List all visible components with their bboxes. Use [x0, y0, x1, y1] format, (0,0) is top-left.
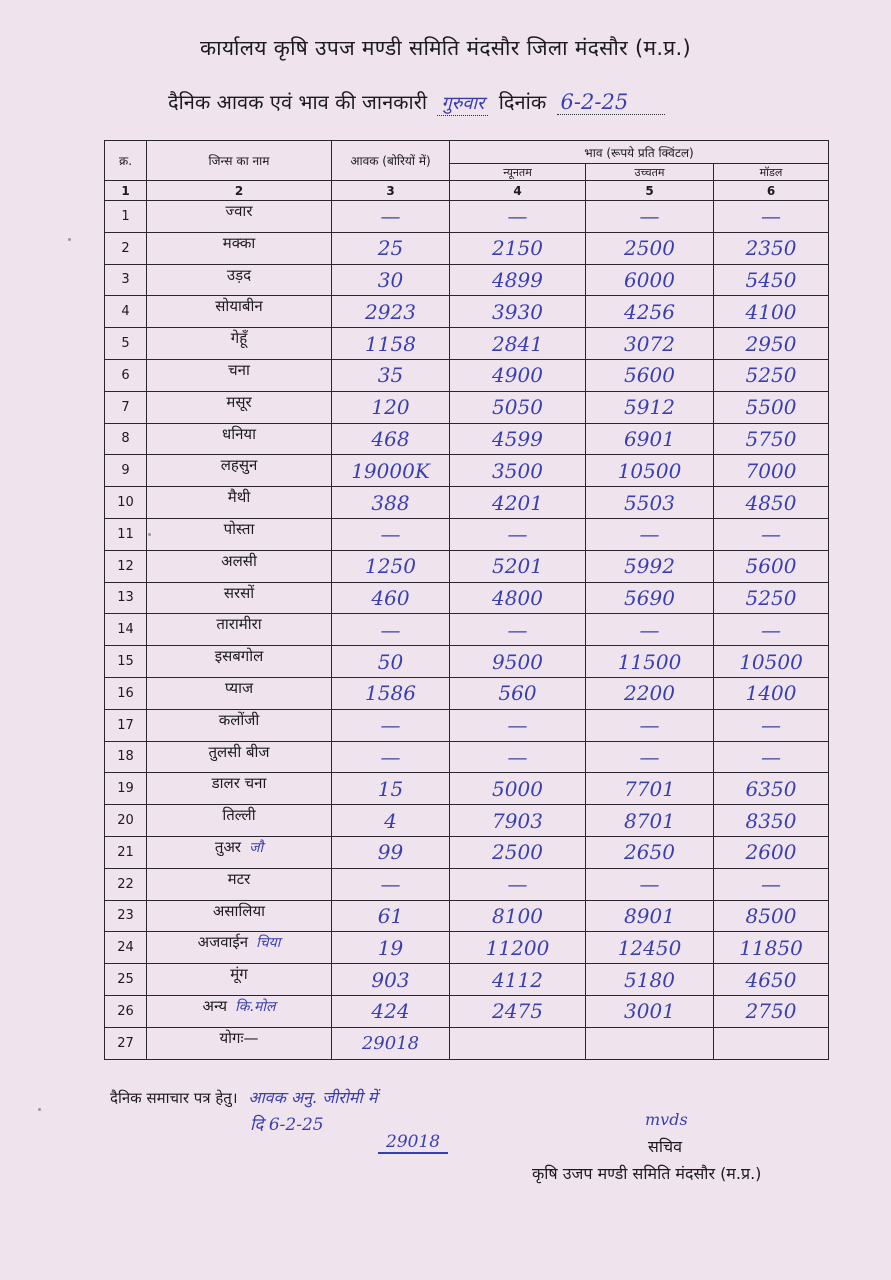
modal-price: 7000 [714, 455, 829, 487]
table-row [105, 423, 829, 455]
arrival-value: 1250 [332, 550, 450, 582]
paper-speck [38, 1108, 41, 1111]
commodity-name [147, 836, 332, 868]
min-price: 4899 [450, 264, 586, 296]
commodity-name-text: मैथी [227, 488, 251, 507]
table-row [105, 995, 829, 1027]
max-price: 11500 [586, 646, 714, 678]
arrival-value: 19 [332, 932, 450, 964]
commodity-name-text: सरसों [223, 583, 255, 602]
commodity-name-text: इसबगोल [214, 647, 264, 666]
serial-number: 27 [105, 1027, 147, 1059]
header-modal: मॉडल [714, 164, 829, 181]
min-price: — [450, 868, 586, 900]
modal-price: 2600 [714, 836, 829, 868]
commodity-name-text: अलसी [221, 551, 257, 570]
min-price: 560 [450, 677, 586, 709]
commodity-name-text: गेहूँ [230, 329, 248, 348]
arrival-value: 61 [332, 900, 450, 932]
modal-price: 5250 [714, 359, 829, 391]
total-arrival: 29018 [332, 1027, 450, 1059]
serial-number: 13 [105, 582, 147, 614]
commodity-name [147, 201, 332, 233]
max-price: 8701 [586, 805, 714, 837]
serial-number: 2 [105, 232, 147, 264]
commodity-rows [105, 201, 829, 1060]
min-price: 2500 [450, 836, 586, 868]
commodity-name-text: मूंग [230, 965, 248, 984]
max-price: — [586, 868, 714, 900]
table-row [105, 518, 829, 550]
modal-price: 10500 [714, 646, 829, 678]
serial-number: 6 [105, 359, 147, 391]
arrival-value: — [332, 201, 450, 233]
serial-number: 16 [105, 677, 147, 709]
serial-number: 15 [105, 646, 147, 678]
commodity-name-text: असालिया [212, 901, 266, 920]
min-price: 3930 [450, 296, 586, 328]
max-price: — [586, 614, 714, 646]
commodity-name [147, 359, 332, 391]
table-row [105, 201, 829, 233]
min-price: 4900 [450, 359, 586, 391]
min-price: 2841 [450, 328, 586, 360]
date-handwritten: 6-2-25 [557, 90, 665, 115]
serial-number: 4 [105, 296, 147, 328]
table-row [105, 646, 829, 678]
arrival-value: 4 [332, 805, 450, 837]
modal-price: 2750 [714, 995, 829, 1027]
arrival-value: — [332, 868, 450, 900]
commodity-name-text: प्याज [224, 678, 254, 697]
max-price: 8901 [586, 900, 714, 932]
commodity-name-text: लहसुन [220, 456, 258, 475]
commodity-name-text: मक्का [222, 233, 256, 252]
commodity-name [147, 932, 332, 964]
commodity-name [147, 582, 332, 614]
commodity-name-text: उड़द [226, 265, 252, 284]
table-row [105, 264, 829, 296]
table-row [105, 932, 829, 964]
commodity-name-note: चिया [256, 935, 281, 952]
max-price: 2650 [586, 836, 714, 868]
total-row [105, 1027, 829, 1059]
modal-price: — [714, 518, 829, 550]
table-row [105, 359, 829, 391]
serial-number: 8 [105, 423, 147, 455]
modal-price: 4650 [714, 964, 829, 996]
commodity-name-text: ज्वार [225, 202, 253, 220]
commodity-name [147, 677, 332, 709]
modal-price: 5500 [714, 391, 829, 423]
modal-price: 4850 [714, 487, 829, 519]
min-price: 5201 [450, 550, 586, 582]
organization-label: कृषि उजप मण्डी समिति मंदसौर (म.प्र.) [532, 1164, 762, 1183]
max-price: 6000 [586, 264, 714, 296]
table-row [105, 614, 829, 646]
serial-number: 19 [105, 773, 147, 805]
max-price: 5690 [586, 582, 714, 614]
commodity-name-text: पोस्ता [223, 519, 255, 538]
min-price: — [450, 614, 586, 646]
serial-number: 11 [105, 518, 147, 550]
commodity-name-note: जौ [249, 839, 264, 856]
modal-price: 5450 [714, 264, 829, 296]
arrival-value: 99 [332, 836, 450, 868]
arrival-value: 460 [332, 582, 450, 614]
min-price: 9500 [450, 646, 586, 678]
modal-price: 6350 [714, 773, 829, 805]
table-row [105, 677, 829, 709]
modal-price: 2950 [714, 328, 829, 360]
max-price: 6901 [586, 423, 714, 455]
date-label: दिनांक [498, 90, 547, 114]
min-price: 5050 [450, 391, 586, 423]
serial-number: 26 [105, 995, 147, 1027]
max-price: — [586, 709, 714, 741]
min-price: 4800 [450, 582, 586, 614]
min-price: 7903 [450, 805, 586, 837]
serial-number: 12 [105, 550, 147, 582]
column-number-row [105, 181, 829, 201]
max-price: 5912 [586, 391, 714, 423]
commodity-name [147, 995, 332, 1027]
arrival-value: — [332, 709, 450, 741]
commodity-name-text: तुअर [214, 837, 242, 856]
table-row [105, 709, 829, 741]
arrival-value: 1158 [332, 328, 450, 360]
max-price: — [586, 201, 714, 233]
commodity-name [147, 964, 332, 996]
commodity-name-text: मसूर [226, 392, 252, 411]
modal-price: 4100 [714, 296, 829, 328]
serial-number: 10 [105, 487, 147, 519]
table-row [105, 296, 829, 328]
min-price: 11200 [450, 932, 586, 964]
serial-number: 20 [105, 805, 147, 837]
modal-price: — [714, 868, 829, 900]
arrival-value: 50 [332, 646, 450, 678]
column-number: 2 [147, 181, 332, 201]
table-row [105, 487, 829, 519]
commodity-name [147, 646, 332, 678]
empty-cell [714, 1027, 829, 1059]
handwritten-total: 29018 [378, 1132, 448, 1154]
table-row [105, 741, 829, 773]
arrival-value: 120 [332, 391, 450, 423]
commodity-name [147, 264, 332, 296]
header-min: न्यूनतम [450, 164, 586, 181]
arrival-value: 19000K [332, 455, 450, 487]
serial-number: 9 [105, 455, 147, 487]
max-price: — [586, 518, 714, 550]
max-price: — [586, 741, 714, 773]
commodity-name [147, 328, 332, 360]
serial-number: 21 [105, 836, 147, 868]
table-row [105, 836, 829, 868]
column-number: 4 [450, 181, 586, 201]
column-number: 5 [586, 181, 714, 201]
commodity-name [147, 232, 332, 264]
header-price-group: भाव (रूपये प्रति क्विंटल) [450, 141, 829, 164]
modal-price: 8350 [714, 805, 829, 837]
commodity-name [147, 550, 332, 582]
empty-cell [450, 1027, 586, 1059]
max-price: 3001 [586, 995, 714, 1027]
modal-price: 5750 [714, 423, 829, 455]
min-price: — [450, 201, 586, 233]
commodity-name-text: तारामीरा [216, 615, 262, 634]
modal-price: 1400 [714, 677, 829, 709]
column-number: 6 [714, 181, 829, 201]
commodity-name [147, 868, 332, 900]
commodity-name [147, 518, 332, 550]
serial-number: 18 [105, 741, 147, 773]
table-row [105, 328, 829, 360]
commodity-name [147, 423, 332, 455]
office-title: कार्यालय कृषि उपज मण्डी समिति मंदसौर जिला मंदसौर (म.प्र.) [199, 36, 692, 60]
day-handwritten: गुरुवार [437, 91, 488, 116]
modal-price: — [714, 741, 829, 773]
table-row [105, 964, 829, 996]
commodity-name [147, 805, 332, 837]
serial-number: 22 [105, 868, 147, 900]
header-arrival: आवक (बोरियों में) [332, 141, 450, 181]
signature: mvds [645, 1110, 688, 1129]
table-row [105, 232, 829, 264]
commodity-name [147, 296, 332, 328]
min-price: 8100 [450, 900, 586, 932]
modal-price: — [714, 614, 829, 646]
commodity-name [147, 487, 332, 519]
modal-price: 5250 [714, 582, 829, 614]
commodity-name-text: तिल्ली [222, 806, 256, 825]
modal-price: 5600 [714, 550, 829, 582]
header-sn: क्र. [105, 141, 147, 181]
max-price: 10500 [586, 455, 714, 487]
newspaper-note: दैनिक समाचार पत्र हेतु। [110, 1089, 238, 1107]
serial-number: 7 [105, 391, 147, 423]
min-price: 3500 [450, 455, 586, 487]
commodity-name-text: डालर चना [211, 774, 267, 793]
report-subtitle [168, 88, 669, 116]
max-price: 12450 [586, 932, 714, 964]
max-price: 4256 [586, 296, 714, 328]
commodity-name [147, 900, 332, 932]
secretary-label: सचिव [648, 1137, 683, 1156]
commodity-name [147, 391, 332, 423]
commodity-name-text: चना [228, 360, 250, 379]
modal-price: 11850 [714, 932, 829, 964]
modal-price: 2350 [714, 232, 829, 264]
commodity-name-text: सोयाबीन [215, 297, 263, 316]
commodity-name-note: कि.मोल [235, 998, 276, 1015]
commodity-name-text: धनिया [221, 424, 257, 443]
table-row [105, 455, 829, 487]
commodity-name-text: अजवाईन [197, 933, 249, 952]
min-price: — [450, 709, 586, 741]
table-row [105, 391, 829, 423]
price-arrival-table [104, 140, 829, 1060]
commodity-name [147, 455, 332, 487]
max-price: 5992 [586, 550, 714, 582]
serial-number: 24 [105, 932, 147, 964]
serial-number: 17 [105, 709, 147, 741]
paper-speck [148, 533, 151, 536]
min-price: 4599 [450, 423, 586, 455]
commodity-name [147, 614, 332, 646]
arrival-value: — [332, 614, 450, 646]
arrival-value: 903 [332, 964, 450, 996]
commodity-name [147, 709, 332, 741]
min-price: 4201 [450, 487, 586, 519]
arrival-value: — [332, 518, 450, 550]
max-price: 5503 [586, 487, 714, 519]
commodity-name [147, 741, 332, 773]
commodity-name-text: तुलसी बीज [208, 742, 270, 761]
arrival-value: 388 [332, 487, 450, 519]
serial-number: 25 [105, 964, 147, 996]
column-number: 1 [105, 181, 147, 201]
handwritten-date: दि 6-2-25 [250, 1115, 324, 1135]
header-commodity-name: जिन्स का नाम [147, 141, 332, 181]
min-price: — [450, 741, 586, 773]
arrival-value: 468 [332, 423, 450, 455]
commodity-name-text: अन्य [202, 996, 228, 1015]
arrival-value: 15 [332, 773, 450, 805]
arrival-value: — [332, 741, 450, 773]
table-row [105, 582, 829, 614]
commodity-name [147, 773, 332, 805]
table-row [105, 868, 829, 900]
min-price: 2150 [450, 232, 586, 264]
commodity-name-text: मटर [227, 869, 251, 888]
empty-cell [586, 1027, 714, 1059]
handwritten-note: आवक अनु. जीरोमी में [248, 1088, 378, 1107]
subtitle-text: दैनिक आवक एवं भाव की जानकारी [168, 90, 428, 114]
serial-number: 3 [105, 264, 147, 296]
serial-number: 14 [105, 614, 147, 646]
newspaper-note-line [110, 1086, 377, 1108]
arrival-value: 35 [332, 359, 450, 391]
table-row [105, 805, 829, 837]
arrival-value: 424 [332, 995, 450, 1027]
max-price: 7701 [586, 773, 714, 805]
arrival-value: 2923 [332, 296, 450, 328]
serial-number: 23 [105, 900, 147, 932]
min-price: 4112 [450, 964, 586, 996]
max-price: 3072 [586, 328, 714, 360]
total-label: योगः— [147, 1027, 332, 1059]
serial-number: 5 [105, 328, 147, 360]
column-number: 3 [332, 181, 450, 201]
arrival-value: 25 [332, 232, 450, 264]
table-row [105, 900, 829, 932]
serial-number: 1 [105, 201, 147, 233]
paper-speck [68, 238, 71, 241]
min-price: 2475 [450, 995, 586, 1027]
table-row [105, 773, 829, 805]
max-price: 2200 [586, 677, 714, 709]
min-price: — [450, 518, 586, 550]
max-price: 5600 [586, 359, 714, 391]
modal-price: — [714, 201, 829, 233]
modal-price: 8500 [714, 900, 829, 932]
table-row [105, 550, 829, 582]
arrival-value: 30 [332, 264, 450, 296]
header-max: उच्चतम [586, 164, 714, 181]
max-price: 2500 [586, 232, 714, 264]
min-price: 5000 [450, 773, 586, 805]
arrival-value: 1586 [332, 677, 450, 709]
modal-price: — [714, 709, 829, 741]
max-price: 5180 [586, 964, 714, 996]
commodity-name-text: कलोंजी [218, 710, 260, 729]
